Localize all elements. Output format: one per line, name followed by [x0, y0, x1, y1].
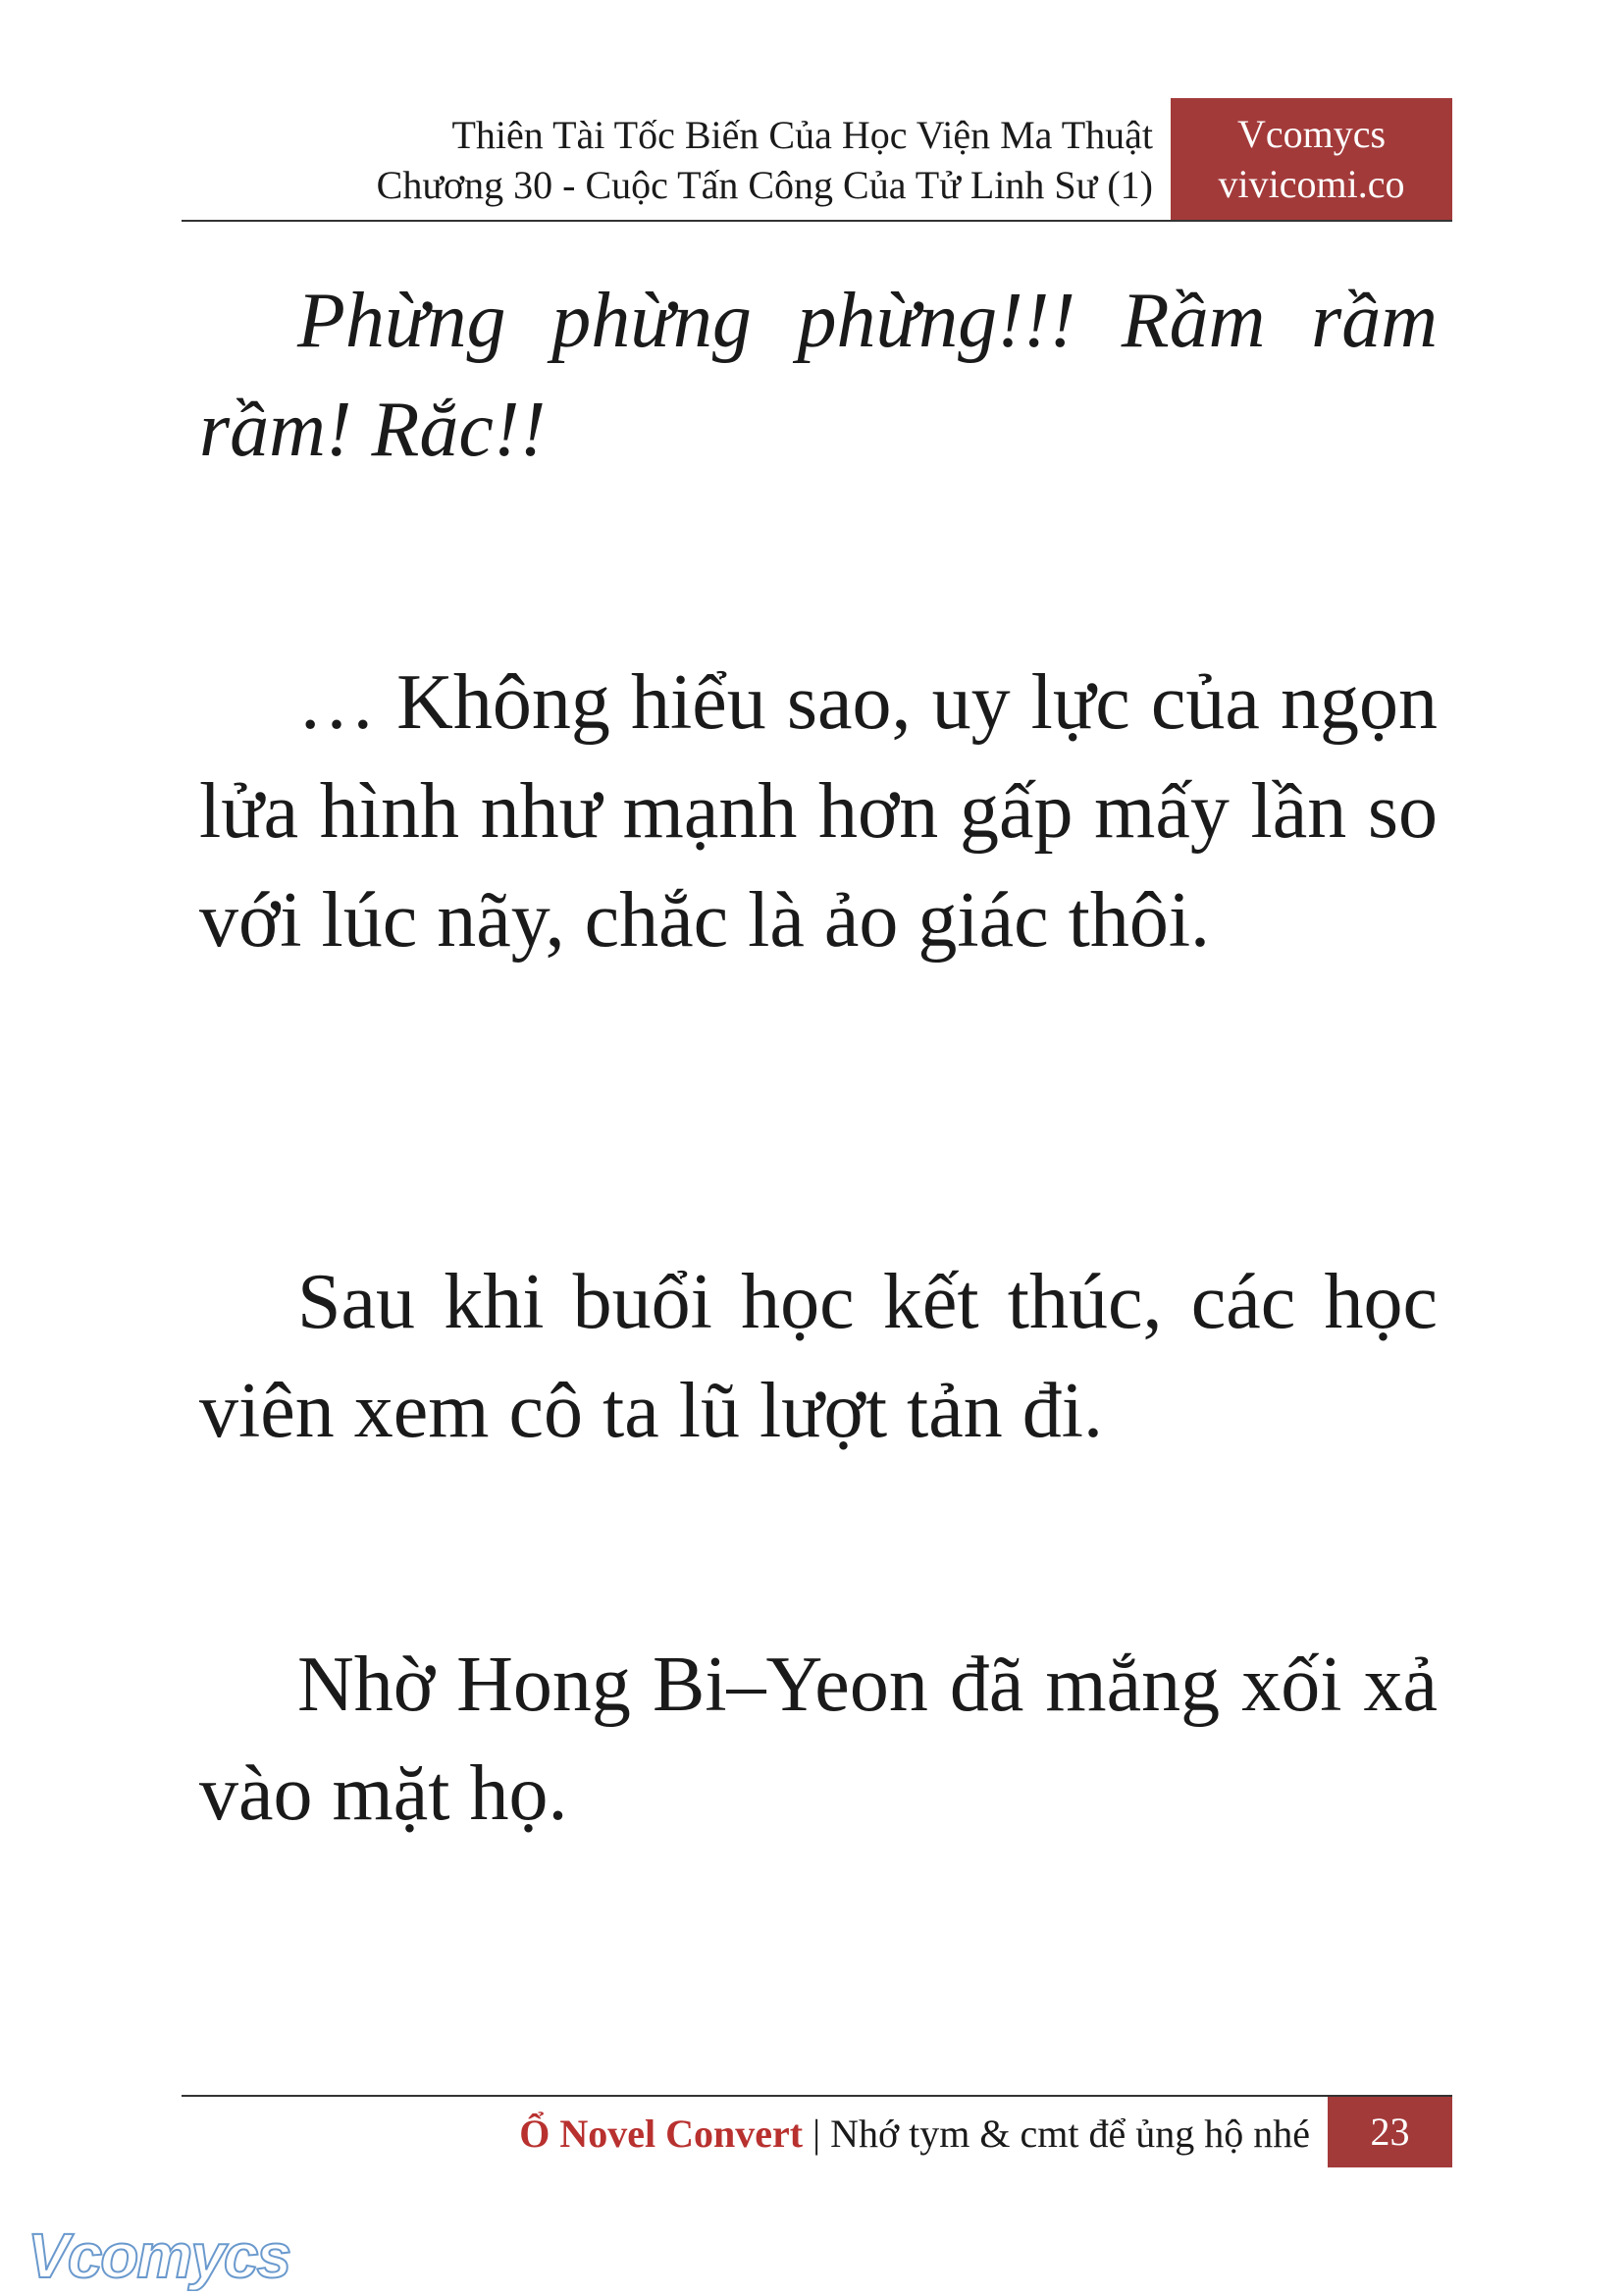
- header-titles: [377, 110, 1153, 210]
- paragraph-onomatopoeia: Phừng phừng phừng!!! Rầm rầm rầm! Rắc!!: [199, 278, 1438, 473]
- badge-site-url: vivicomi.co: [1218, 162, 1405, 206]
- badge-site-name: Vcomycs: [1236, 112, 1387, 156]
- page-header: [182, 98, 1452, 220]
- book-title: Thiên Tài Tốc Biến Của Học Viện Ma Thuật: [451, 113, 1153, 157]
- footer-divider: [182, 2095, 1452, 2097]
- paragraph: Nhờ Hong Bi–Yeon đã mắng xối xả vào mặt họ.: [199, 1642, 1438, 1837]
- footer-text: [519, 2110, 1310, 2159]
- page-number: 23: [1328, 2097, 1452, 2167]
- chapter-title: Chương 30 - Cuộc Tấn Công Của Tử Linh Sư (1): [376, 163, 1153, 207]
- paragraph: Sau khi buổi học kết thúc, các học viên xem cô ta lũ lượt tản đi.: [199, 1259, 1438, 1454]
- watermark-logo: Vcomycs: [27, 2220, 290, 2291]
- footer-brand: Ổ Novel Convert: [519, 2112, 804, 2156]
- paragraph: … Không hiểu sao, uy lực của ngọn lửa hình như mạnh hơn gấp mấy lần so với lúc nãy, chắc là ảo giác thôi.: [199, 659, 1438, 964]
- footer-message: Nhớ tym & cmt để ủng hộ nhé: [830, 2112, 1310, 2156]
- footer-separator: |: [812, 2112, 821, 2156]
- header-divider: [182, 220, 1452, 222]
- header-badge: [1171, 98, 1452, 220]
